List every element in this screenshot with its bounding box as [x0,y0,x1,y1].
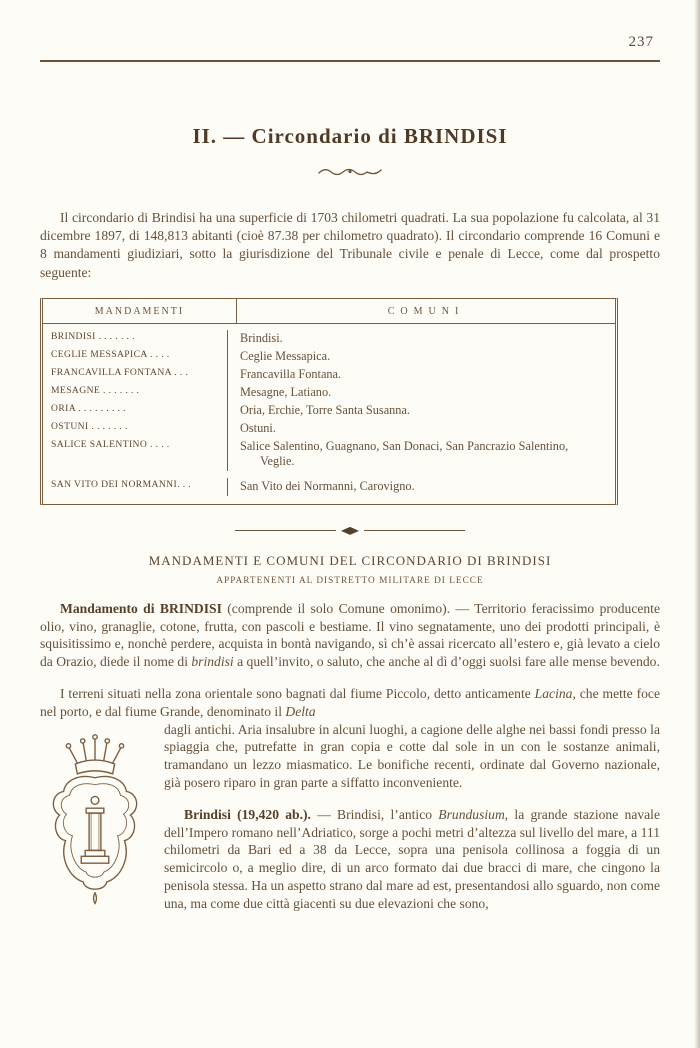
mandamento-cell: CEGLIE MESSAPICA . . . . [43,348,228,366]
column-header-mandamenti: MANDAMENTI [43,299,237,323]
mandamento-cell: MESAGNE . . . . . . . [43,384,228,402]
comuni-cell: Ostuni. [240,420,276,435]
table-row [43,330,615,348]
header-rule [40,60,660,62]
mandamenti-comuni-table [40,298,618,505]
page-title: II. — Circondario di BRINDISI [192,124,508,148]
divider-line-left [235,530,336,531]
title-ornament-icon [40,165,660,183]
divider-line-right [364,530,465,531]
text-segment: I terreni situati nella zona orientale sono bagnati dal fiume Piccolo, detto anticamente [60,686,535,701]
mandamento-cell: SAN VITO DEI NORMANNI. . . [43,478,228,496]
table-row [43,402,615,420]
paragraph-mandamento-brindisi [40,600,660,671]
paragraph-terreni-part1 [40,685,660,721]
page-number: 237 [628,34,654,50]
text-segment: Delta [285,703,316,719]
intro-paragraph: Il circondario di Brindisi ha una superficie di 1703 chilometri quadrati. La sua popolazione fu calcolata, al 31 dicembre 1897, di 148,813 abitanti (cioè 87.38 per chilometro quadrato). Il circondario comprende 16 Comuni e 8 mandamenti giudiziari, sotto la giurisdizione del Tribunale civile e penale di Lecce, come dal prospetto seguente: [40,210,660,280]
crest-text-wrap [40,721,660,913]
text-segment: brindisi [191,654,234,670]
text-segment: , che mette foce nel porto, e dal fiume Grande, denominato il [40,686,661,719]
section-subheading: APPARTENENTI AL DISTRETTO MILITARE DI LECCE [216,575,484,586]
comuni-cell: Mesagne, Latiano. [240,384,332,399]
table-row [43,478,615,496]
comuni-cell: San Vito dei Normanni, Carovigno. [240,478,415,493]
text-segment: dagli antichi. Aria insalubre in alcuni luoghi, a cagione delle alghe nei bassi fondi presso la spiaggia che, putrefatte in gran copia e cotte dal sole in un con le sostanze animali, tramandano un lezzo miasmatico. Le bonifiche recenti, ordinate dal Governo nazionale, già posero riparo in gran parte a siffatto inconveniente. [164,721,660,790]
mandamento-cell: ORIA . . . . . . . . . [43,402,228,420]
table-row [43,438,615,471]
section-heading: MANDAMENTI E COMUNI DEL CIRCONDARIO DI BRINDISI [148,552,552,568]
comuni-cell: Salice Salentino, Guagnano, San Donaci, San Pancrazio Salentino, Veglie. [240,438,569,468]
comuni-cell: Oria, Erchie, Torre Santa Susanna. [240,402,410,417]
text-segment: Brindisi (19,420 ab.). [184,806,311,822]
table-row [43,420,615,438]
text-segment: Mandamento di BRINDISI [60,600,222,616]
text-segment: Brundusium [438,806,505,822]
text-segment: (comprende il solo Comune omonimo). — Territorio feracissimo producente olio, vino, granaglie, cotone, frutta, con pascoli e bestiame. Il vino segnatamente, uno dei prodotti principali, è squisitissimo e, nonchè perdere, acquista in bontà navigando, sì ch’è assai ricercato all’estero e, già levato a cielo da Orazio, diede il nome di [40,600,660,670]
table-row [43,348,615,366]
text-segment: a quell’invito, o saluto, che anche al dì d’oggi suolsi fare alle mense bevendo. [233,654,660,670]
mandamento-cell: BRINDISI . . . . . . . [43,330,228,348]
comuni-cell: Brindisi. [240,330,283,345]
comuni-cell: Ceglie Messapica. [240,348,331,363]
table-row [43,384,615,402]
diamond-divider-icon [341,527,359,535]
mandamento-cell: FRANCAVILLA FONTANA . . . [43,366,228,384]
prospetto-body [43,324,615,504]
table-header-row [43,299,615,324]
column-header-comuni: COMUNI [387,305,465,317]
mandamento-cell: SALICE SALENTINO . . . . [43,438,228,471]
comuni-cell: Francavilla Fontana. [240,366,342,381]
text-segment: Lacina [534,686,573,701]
brindisi-coat-of-arms [40,727,150,911]
text-segment: — Brindisi, l’antico [310,806,439,822]
mandamento-cell: OSTUNI . . . . . . . [43,420,228,438]
text-segment: , la grande stazione navale dell’Impero romano nell’Adriatico, sorge a pochi metri d’altezza sul livello del mare, a 111 chilometri da Bari ed a 38 da Lecce, sopra una penisola collinosa a foggia di un semicircolo o, a meglio dire, di un arco formato dai due bracci di mare, che cingono la penisola stessa. Ha un aspetto strano dal mare ad est, presentandosi allo sguardo, non come una, ma come due città giacenti su due elevazioni che sono, [164,806,660,911]
table-row [43,366,615,384]
section-divider [235,527,465,535]
